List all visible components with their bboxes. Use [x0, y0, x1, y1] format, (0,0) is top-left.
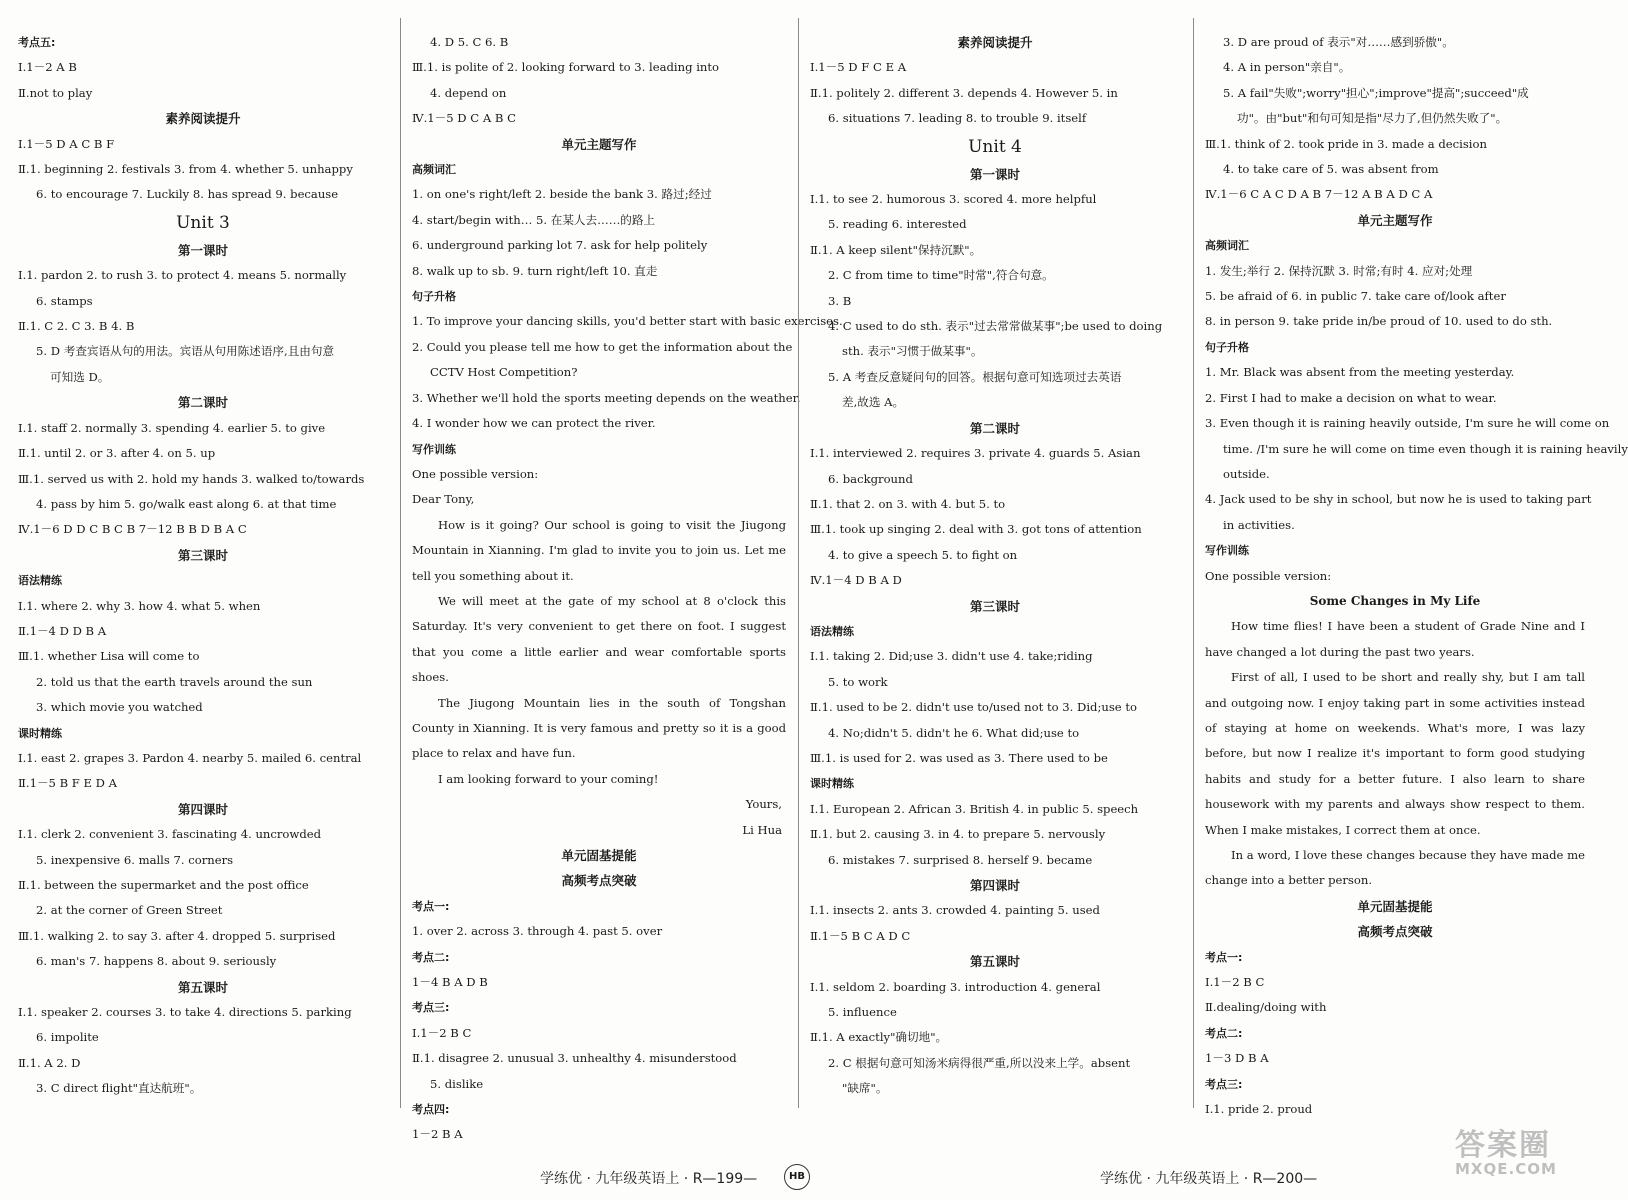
answer-line: One possible version:: [412, 466, 539, 481]
answer-line: 4. start/begin with… 5. 在某人去……的路上: [412, 212, 656, 227]
section-heading: 单元主题写作: [1357, 212, 1433, 228]
answer-line: One possible version:: [1205, 568, 1332, 583]
answer-line: 2. First I had to make a decision on what to wear.: [1205, 390, 1497, 405]
section-heading: 素养阅读提升: [165, 111, 241, 127]
answer-line: 6. background: [828, 471, 913, 486]
subsection-label: 考点一:: [1205, 950, 1243, 964]
publisher-badge-icon: HB: [784, 1164, 810, 1190]
answer-line: Ⅱ.1. beginning 2. festivals 3. from 4. whether 5. unhappy: [18, 162, 353, 177]
answer-line: 5. dislike: [430, 1076, 484, 1091]
answer-line: 4. No;didn't 5. didn't he 6. What did;use to: [828, 725, 1080, 740]
answer-line: 2. told us that the earth travels around the sun: [36, 674, 313, 689]
answer-line: How time flies! I have been a student of Grade Nine and I have changed a lot during the past two years.: [1205, 619, 1585, 659]
answer-line: Ⅰ.1. interviewed 2. requires 3. private 4. guards 5. Asian: [810, 446, 1141, 461]
answer-line: 4. D 5. C 6. B: [430, 35, 509, 49]
answer-line: First of all, I used to be short and really shy, but I am tall and outgoing now. I enjoy taking part in some activities instead of staying at home on weekends. What's more, I was lazy before, but now I realize it's important to form good studying habits and study for a better future. I also learn to share housework with my parents and always show respect to them. When I make mistakes, I correct them at once.: [1205, 670, 1585, 837]
answer-line: 5. be afraid of 6. in public 7. take care of/look after: [1205, 289, 1506, 304]
subsection-label: 考点三:: [412, 1001, 450, 1015]
subsection-label: 写作训练: [1205, 544, 1249, 558]
answer-line: Yours,: [745, 797, 782, 812]
answer-line: Ⅰ.1. pardon 2. to rush 3. to protect 4. means 5. normally: [18, 268, 347, 283]
answer-line: outside.: [1223, 466, 1270, 481]
answer-line: We will meet at the gate of my school at 8 o'clock this Saturday. It's very convenient to get there on foot. I suggest that you come a little earlier and wear comfortable sports shoes.: [412, 593, 786, 685]
answer-line: Ⅰ.1－2 A B: [18, 60, 77, 75]
subsection-label: 考点四:: [412, 1103, 450, 1117]
answer-line: 4. C used to do sth. 表示"过去常常做某事";be used to doing: [828, 319, 1163, 334]
answer-line: In a word, I love these changes because they have made me change into a better person.: [1205, 848, 1585, 888]
answer-line: Ⅰ.1. staff 2. normally 3. spending 4. earlier 5. to give: [18, 420, 326, 435]
section-heading: 高频考点突破: [1357, 924, 1433, 940]
answer-line: Ⅱ.1. used to be 2. didn't use to/used not to 3. Did;use to: [810, 700, 1137, 715]
answer-line: 4. A in person"亲自"。: [1223, 60, 1351, 75]
answer-line: Ⅱ.1. but 2. causing 3. in 4. to prepare 5. nervously: [810, 827, 1106, 842]
answer-line: Ⅱ.1－5 B C A D C: [810, 928, 911, 943]
answer-line: How is it going? Our school is going to visit the Jiugong Mountain in Xianning. I'm glad to invite you to join us. Let me tell you something about it.: [412, 517, 786, 583]
answer-line: Ⅰ.1. seldom 2. boarding 3. introduction 4. general: [810, 979, 1101, 994]
answer-line: 6. to encourage 7. Luckily 8. has spread 9. because: [36, 187, 339, 202]
answer-line: 1. Mr. Black was absent from the meeting yesterday.: [1205, 365, 1515, 380]
answer-line: 4. Jack used to be shy in school, but now he is used to taking part: [1205, 492, 1592, 507]
answer-line: Ⅳ.1－6 D D C B C B 7－12 B B D B A C: [18, 522, 247, 537]
column-divider: [400, 18, 401, 1108]
answer-line: 2. at the corner of Green Street: [36, 903, 223, 918]
section-heading: 第三课时: [969, 598, 1020, 614]
answer-line: 差,故选 A。: [842, 395, 905, 410]
answer-line: Ⅰ.1. clerk 2. convenient 3. fascinating 4. uncrowded: [18, 827, 322, 842]
answer-line: Ⅲ.1. served us with 2. hold my hands 3. walked to/towards: [18, 471, 365, 486]
section-heading: 第四课时: [177, 801, 228, 817]
answer-line: 5. influence: [828, 1005, 897, 1020]
subsection-label: 考点二:: [1205, 1026, 1243, 1040]
answer-line: 5. D 考查宾语从句的用法。宾语从句用陈述语序,且由句意: [36, 344, 335, 359]
answer-line: sth. 表示"习惯于做某事"。: [842, 344, 983, 359]
answer-column-1: [18, 30, 388, 1102]
answer-line: 3. Even though it is raining heavily outside, I'm sure he will come on: [1205, 416, 1610, 431]
answer-line: time. /I'm sure he will come on time even though it is raining heavily: [1223, 441, 1628, 456]
section-heading: 第三课时: [177, 547, 228, 563]
answer-line: 1－3 D B A: [1205, 1051, 1269, 1066]
answer-line: 可知选 D。: [50, 369, 110, 384]
answer-line: 6. mistakes 7. surprised 8. herself 9. became: [828, 852, 1093, 867]
answer-line: 3. which movie you watched: [36, 700, 203, 715]
answer-line: Ⅲ.1. think of 2. took pride in 3. made a decision: [1205, 136, 1487, 151]
answer-line: 2. C 根据句意可知汤米病得很严重,所以没来上学。absent: [828, 1055, 1131, 1070]
section-heading: 素养阅读提升: [957, 35, 1033, 50]
answer-line: I am looking forward to your coming!: [438, 771, 659, 786]
answer-line: 功"。由"but"和句可知是指"尽力了,但仍然失败了"。: [1237, 111, 1508, 126]
answer-line: Ⅱ.1. A 2. D: [18, 1055, 81, 1070]
answer-line: 1－2 B A: [412, 1127, 463, 1142]
page-footer-right: 学练优 · 九年级英语上 · R—200—: [1100, 1171, 1318, 1187]
subsection-label: 课时精练: [810, 777, 854, 791]
answer-line: 6. situations 7. leading 8. to trouble 9. itself: [828, 111, 1087, 126]
answer-line: 3. D are proud of 表示"对……感到骄傲"。: [1223, 35, 1454, 49]
answer-line: 8. walk up to sb. 9. turn right/left 10. 直走: [412, 263, 658, 278]
answer-line: 1. over 2. across 3. through 4. past 5. over: [412, 924, 663, 939]
answer-line: Li Hua: [742, 822, 782, 837]
subsection-label: 语法精练: [810, 624, 854, 638]
answer-line: Ⅰ.1－2 B C: [1205, 975, 1265, 990]
answer-line: Ⅱ.1－5 B F E D A: [18, 776, 118, 791]
subsection-label: 考点三:: [1205, 1077, 1243, 1091]
answer-line: Ⅲ.1. took up singing 2. deal with 3. got tons of attention: [810, 522, 1142, 537]
answer-line: Ⅰ.1. where 2. why 3. how 4. what 5. when: [18, 598, 261, 613]
page-footer-left: 学练优 · 九年级英语上 · R—199—: [540, 1171, 758, 1187]
answer-line: Ⅱ.dealing/doing with: [1205, 1000, 1327, 1015]
section-heading: 第二课时: [969, 420, 1020, 436]
answer-line: 4. depend on: [430, 85, 507, 100]
answer-line: Ⅱ.1. disagree 2. unusual 3. unhealthy 4. misunderstood: [412, 1051, 737, 1066]
answer-line: 1. To improve your dancing skills, you'd better start with basic exercises.: [412, 314, 843, 329]
answer-column-4: [1205, 30, 1628, 1122]
unit-title: Unit 3: [176, 212, 230, 233]
subsection-label: 考点五:: [18, 36, 56, 49]
subsection-label: 高频词汇: [1205, 239, 1249, 253]
answer-line: Ⅰ.1. to see 2. humorous 3. scored 4. more helpful: [810, 192, 1097, 207]
subsection-label: 写作训练: [412, 442, 456, 456]
answer-line: CCTV Host Competition?: [430, 365, 578, 380]
answer-line: 4. to give a speech 5. to fight on: [828, 547, 1018, 562]
answer-line: Ⅰ.1. insects 2. ants 3. crowded 4. painting 5. used: [810, 903, 1100, 918]
watermark-line1: 答案圈: [1455, 1128, 1551, 1163]
subsection-label: 语法精练: [18, 574, 62, 588]
answer-line: 5. A 考查反意疑问句的回答。根据句意可知选项过去英语: [828, 369, 1122, 384]
column-divider: [1193, 18, 1194, 1108]
answer-line: 4. I wonder how we can protect the river.: [412, 416, 656, 431]
section-heading: 第一课时: [177, 242, 228, 258]
section-heading: 单元固基提能: [561, 848, 637, 863]
answer-line: 5. A fail"失败";worry"担心";improve"提高";succeed"成: [1223, 85, 1529, 100]
answer-line: 8. in person 9. take pride in/be proud of 10. used to do sth.: [1205, 314, 1553, 329]
answer-line: 1. 发生;举行 2. 保持沉默 3. 时常;有时 4. 应对;处理: [1205, 263, 1473, 278]
answer-line: Ⅲ.1. is used for 2. was used as 3. There used to be: [810, 750, 1108, 765]
answer-line: Ⅱ.not to play: [18, 85, 93, 100]
answer-line: Some Changes in My Life: [1309, 593, 1481, 608]
answer-line: Ⅱ.1. A exactly"确切地"。: [810, 1030, 948, 1045]
section-heading: 高频考点突破: [561, 873, 637, 889]
answer-line: Ⅱ.1. C 2. C 3. B 4. B: [18, 319, 135, 334]
answer-line: 3. C direct flight"直达航班"。: [36, 1081, 202, 1096]
answer-line: Ⅳ.1－4 D B A D: [810, 573, 902, 588]
subsection-label: 考点一:: [412, 899, 450, 913]
column-divider: [798, 18, 799, 1108]
watermark-logo: [1455, 1120, 1595, 1195]
answer-line: 1－4 B A D B: [412, 975, 488, 990]
answer-line: "缺席"。: [842, 1081, 888, 1096]
answer-line: 5. inexpensive 6. malls 7. corners: [36, 852, 234, 867]
answer-line: 2. C from time to time"时常",符合句意。: [828, 268, 1054, 283]
answer-line: 2. Could you please tell me how to get the information about the: [412, 339, 793, 354]
answer-line: 5. to work: [828, 674, 888, 689]
section-heading: 第二课时: [177, 395, 228, 411]
answer-line: Ⅰ.1－2 B C: [412, 1025, 472, 1040]
answer-line: 5. reading 6. interested: [828, 217, 967, 232]
answer-line: Ⅰ.1. taking 2. Did;use 3. didn't use 4. take;riding: [810, 649, 1093, 664]
answer-line: Ⅰ.1－5 D A C B F: [18, 136, 115, 151]
answer-line: Dear Tony,: [412, 492, 475, 507]
subsection-label: 高频词汇: [412, 163, 456, 177]
subsection-label: 句子升格: [412, 290, 456, 304]
answer-line: Ⅰ.1－5 D F C E A: [810, 60, 907, 75]
answer-line: Ⅲ.1. is polite of 2. looking forward to 3. leading into: [412, 60, 720, 75]
answer-line: Ⅰ.1. European 2. African 3. British 4. in public 5. speech: [810, 801, 1139, 816]
answer-line: Ⅲ.1. whether Lisa will come to: [18, 649, 200, 664]
answer-line: Ⅱ.1－4 D D B A: [18, 623, 107, 638]
answer-line: 1. on one's right/left 2. beside the bank 3. 路过;经过: [412, 187, 712, 202]
answer-line: The Jiugong Mountain lies in the south of Tongshan County in Xianning. It is very famous and pretty so it is a good place to relax and have fun.: [412, 695, 786, 761]
answer-line: Ⅲ.1. walking 2. to say 3. after 4. dropped 5. surprised: [18, 928, 336, 943]
watermark-line2: MXQE.COM: [1455, 1160, 1557, 1178]
section-heading: 单元固基提能: [1357, 898, 1433, 914]
answer-line: in activities.: [1223, 517, 1295, 532]
section-heading: 第五课时: [969, 954, 1020, 970]
answer-line: 6. underground parking lot 7. ask for help politely: [412, 238, 708, 253]
section-heading: 第四课时: [969, 878, 1020, 893]
answer-line: 3. B: [828, 293, 852, 308]
answer-line: Ⅰ.1. pride 2. proud: [1205, 1102, 1313, 1117]
answer-line: 4. to take care of 5. was absent from: [1223, 162, 1439, 177]
unit-title: Unit 4: [968, 136, 1022, 157]
answer-line: 6. stamps: [36, 293, 93, 308]
subsection-label: 句子升格: [1205, 340, 1249, 354]
subsection-label: 课时精练: [18, 726, 62, 740]
answer-line: Ⅱ.1. A keep silent"保持沉默"。: [810, 242, 982, 257]
section-heading: 单元主题写作: [561, 136, 637, 152]
answer-line: Ⅱ.1. politely 2. different 3. depends 4. However 5. in: [810, 85, 1118, 100]
answer-line: Ⅳ.1－5 D C A B C: [412, 111, 516, 126]
answer-line: Ⅱ.1. until 2. or 3. after 4. on 5. up: [18, 446, 216, 461]
subsection-label: 考点二:: [412, 950, 450, 964]
answer-line: 6. man's 7. happens 8. about 9. seriously: [36, 954, 277, 969]
section-heading: 第一课时: [969, 166, 1020, 182]
section-heading: 第五课时: [177, 979, 228, 995]
answer-line: Ⅰ.1. speaker 2. courses 3. to take 4. directions 5. parking: [18, 1005, 352, 1020]
answer-line: Ⅳ.1－6 C A C D A B 7－12 A B A D C A: [1205, 187, 1433, 202]
answer-line: 6. impolite: [36, 1030, 99, 1045]
answer-line: Ⅰ.1. east 2. grapes 3. Pardon 4. nearby 5. mailed 6. central: [18, 750, 362, 765]
answer-column-3: [810, 30, 1180, 1102]
answer-line: Ⅱ.1. between the supermarket and the post office: [18, 878, 309, 892]
answer-line: Ⅱ.1. that 2. on 3. with 4. but 5. to: [810, 496, 1006, 511]
answer-line: 3. Whether we'll hold the sports meeting depends on the weather.: [412, 390, 801, 405]
answer-line: 4. pass by him 5. go/walk east along 6. at that time: [36, 496, 337, 511]
